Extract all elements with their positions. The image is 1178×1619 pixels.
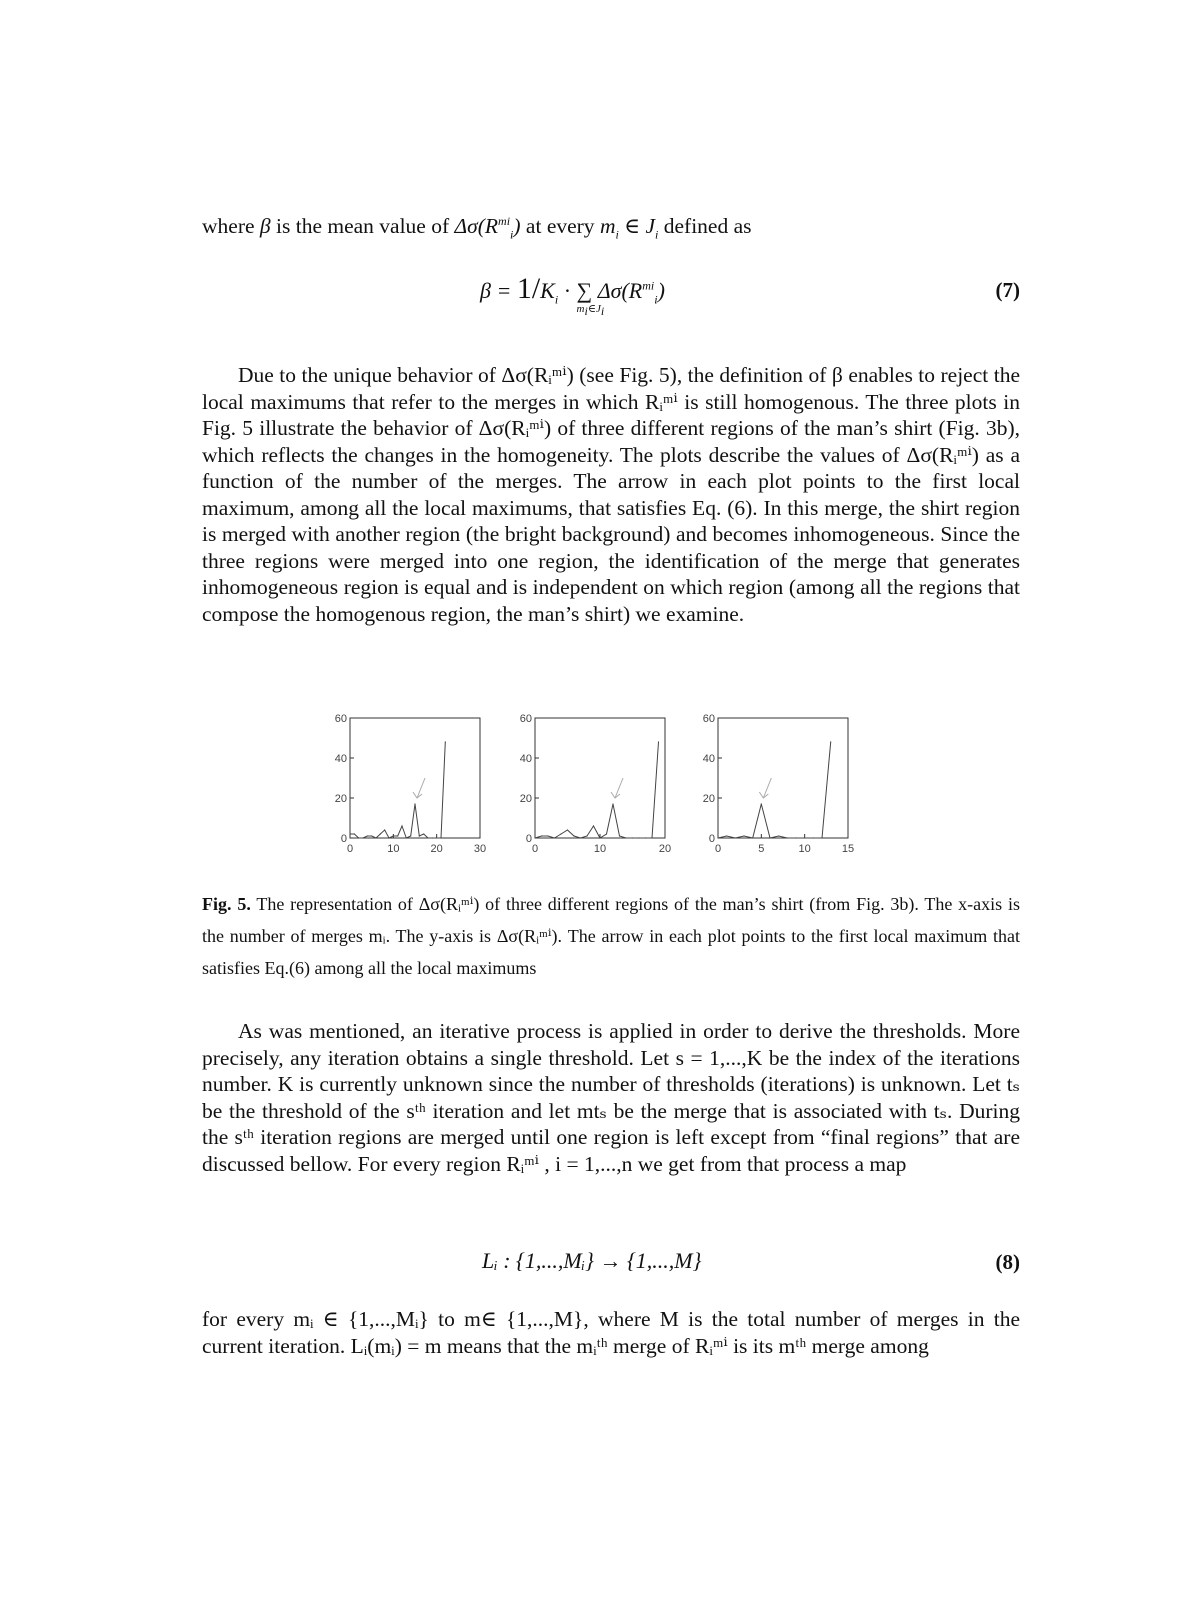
data-point (554, 837, 555, 838)
arrow-icon (611, 778, 623, 798)
data-point (397, 835, 398, 836)
arrow-icon (759, 778, 771, 798)
data-point (440, 837, 441, 838)
data-point (606, 833, 607, 834)
x-tick-label: 10 (798, 843, 811, 855)
data-point (632, 837, 633, 838)
data-point (593, 825, 594, 826)
figure-5-plots (330, 712, 870, 862)
y-tick-label: 0 (708, 833, 715, 845)
data-point (445, 741, 446, 742)
data-point (612, 803, 613, 804)
plot-frame (350, 718, 480, 838)
paragraph-behavior: Due to the unique behavior of Δσ(Rᵢᵐⁱ) (see Fig. 5), the definition of β enables to reject the local maximums that refer to the merges in which Rᵢᵐⁱ is still homogenous. The three plots in Fig. 5 illustrate the behavior of Δσ(Rᵢᵐⁱ) of three different regions of the man’s shirt (Fig. 3b), which reflects the changes in the homogeneity. The plots describe the values of Δσ(Rᵢᵐⁱ) as a function of the number of the merges. The arrow in each plot points to the first local maximum, among all the local maximums, that satisfies Eq. (6). In this merge, the shirt region is merged with another region (the bright background) and becomes inhomogeneous. Since the three regions were merged into one region, the identification of the merge that generates inhomogeneous region is equal and is independent on which region (among all the regions that compose the homogenous region, the man’s shirt) we examine. (202, 363, 1020, 626)
arrow-head (611, 792, 620, 798)
data-point (586, 835, 587, 836)
arrow-head (759, 792, 768, 798)
y-tick-label: 0 (340, 833, 347, 845)
data-point (778, 835, 779, 836)
data-point (349, 833, 350, 834)
data-point (645, 837, 646, 838)
x-tick-label: 30 (473, 843, 487, 855)
equation-8: Lᵢ : {1,...,Mᵢ} → {1,...,M} (482, 1248, 702, 1273)
data-point (769, 837, 770, 838)
data-point (813, 837, 814, 838)
data-point (625, 837, 626, 838)
y-tick-label: 60 (702, 713, 715, 725)
x-tick-label: 5 (758, 843, 765, 855)
equation-7: $\beta = 1/K_i$ · ∑ $m_i\in J_i$ $\Delta\sigma(R^{mi}_i)$ (480, 272, 665, 319)
data-point (358, 837, 359, 838)
data-series-line (718, 742, 831, 838)
data-point (743, 835, 744, 836)
data-point (735, 837, 736, 838)
plot-3 (703, 713, 854, 855)
paragraph-intro: where β is the mean value of $\Delta\sigma(R^{mi}_i)$ at every $m_i$ ∈ $J_i$ defined as (202, 214, 752, 242)
data-point (432, 837, 433, 838)
figure-5-caption (202, 888, 1020, 984)
y-tick-label: 0 (525, 833, 532, 845)
data-point (830, 741, 831, 742)
data-series-line (535, 742, 659, 838)
data-point (761, 803, 762, 804)
x-tick-label: 20 (430, 843, 443, 855)
paragraph-map: for every mᵢ ∈ {1,...,Mᵢ} to m∈ {1,...,M}, where M is the total number of merges in the current iteration. Lᵢ(mᵢ) = m means that the mᵢᵗʰ merge of Rᵢᵐⁱ is its mᵗʰ merge among (202, 1307, 1020, 1358)
data-point (423, 833, 424, 834)
y-tick-label: 40 (702, 753, 715, 765)
data-point (804, 837, 805, 838)
data-point (436, 837, 437, 838)
data-point (541, 835, 542, 836)
x-tick-label: 10 (593, 843, 607, 855)
plot-2 (520, 713, 671, 855)
y-tick-label: 20 (519, 793, 532, 805)
y-tick-label: 40 (334, 753, 347, 765)
x-tick-label: 0 (346, 843, 354, 855)
data-point (599, 837, 600, 838)
data-series-line (350, 742, 445, 838)
data-point (406, 837, 407, 838)
data-point (547, 835, 548, 836)
equation-number-7: (7) (995, 278, 1020, 302)
data-point (567, 829, 568, 830)
arrow-head (413, 792, 422, 798)
data-point (658, 741, 659, 742)
data-point (726, 835, 727, 836)
x-tick-label: 15 (841, 843, 855, 855)
y-tick-label: 20 (702, 793, 715, 805)
data-point (752, 837, 753, 838)
data-point (651, 837, 652, 838)
data-point (419, 835, 420, 836)
x-tick-label: 0 (714, 843, 722, 855)
y-tick-label: 40 (519, 753, 532, 765)
plot-frame (535, 718, 665, 838)
y-tick-label: 60 (334, 713, 347, 725)
data-point (367, 835, 368, 836)
caption-text: The representation of Δσ(Rᵢᵐⁱ) of three different regions of the man’s shirt (from Fig. 3b). The x-axis is the number of merges mᵢ. The y-axis is Δσ(Rᵢᵐⁱ). The arrow in each plot points to the first local maximum that satisfies Eq.(6) among all the local maximums (202, 894, 1020, 978)
data-point (414, 803, 415, 804)
data-point (717, 837, 718, 838)
data-point (410, 835, 411, 836)
y-tick-label: 20 (334, 793, 347, 805)
data-point (619, 835, 620, 836)
data-point (371, 835, 372, 836)
equation-number-8: (8) (995, 1250, 1020, 1274)
data-point (393, 835, 394, 836)
data-point (401, 825, 402, 826)
x-tick-label: 0 (531, 843, 539, 855)
y-tick-label: 60 (519, 713, 532, 725)
data-point (384, 829, 385, 830)
data-point (638, 837, 639, 838)
data-point (573, 835, 574, 836)
data-point (534, 837, 535, 838)
data-point (821, 837, 822, 838)
plot-1 (335, 713, 486, 855)
data-point (560, 833, 561, 834)
plot-frame (718, 718, 848, 838)
data-point (580, 837, 581, 838)
data-point (427, 837, 428, 838)
x-tick-label: 10 (387, 843, 400, 855)
data-point (380, 833, 381, 834)
paragraph-iterative: As was mentioned, an iterative process is applied in order to derive the thresholds. More precisely, any iteration obtains a single threshold. Let s = 1,...,K be the index of the iterations number. K is currently unknown since the number of thresholds (iterations) is unknown. Let tₛ be the threshold of the sᵗʰ iteration and let mtₛ be the merge that is associated with tₛ. During the sᵗʰ iteration regions are merged until one region is left except from “final regions” that are discussed bellow. For every region Rᵢᵐⁱ , i = 1,...,n we get from that process a map (202, 1019, 1020, 1176)
x-tick-label: 20 (658, 843, 672, 855)
data-point (795, 837, 796, 838)
data-point (362, 837, 363, 838)
data-point (375, 837, 376, 838)
data-point (388, 837, 389, 838)
data-point (354, 833, 355, 834)
data-point (787, 837, 788, 838)
caption-label: Fig. 5. (202, 894, 251, 914)
arrow-icon (413, 778, 425, 798)
